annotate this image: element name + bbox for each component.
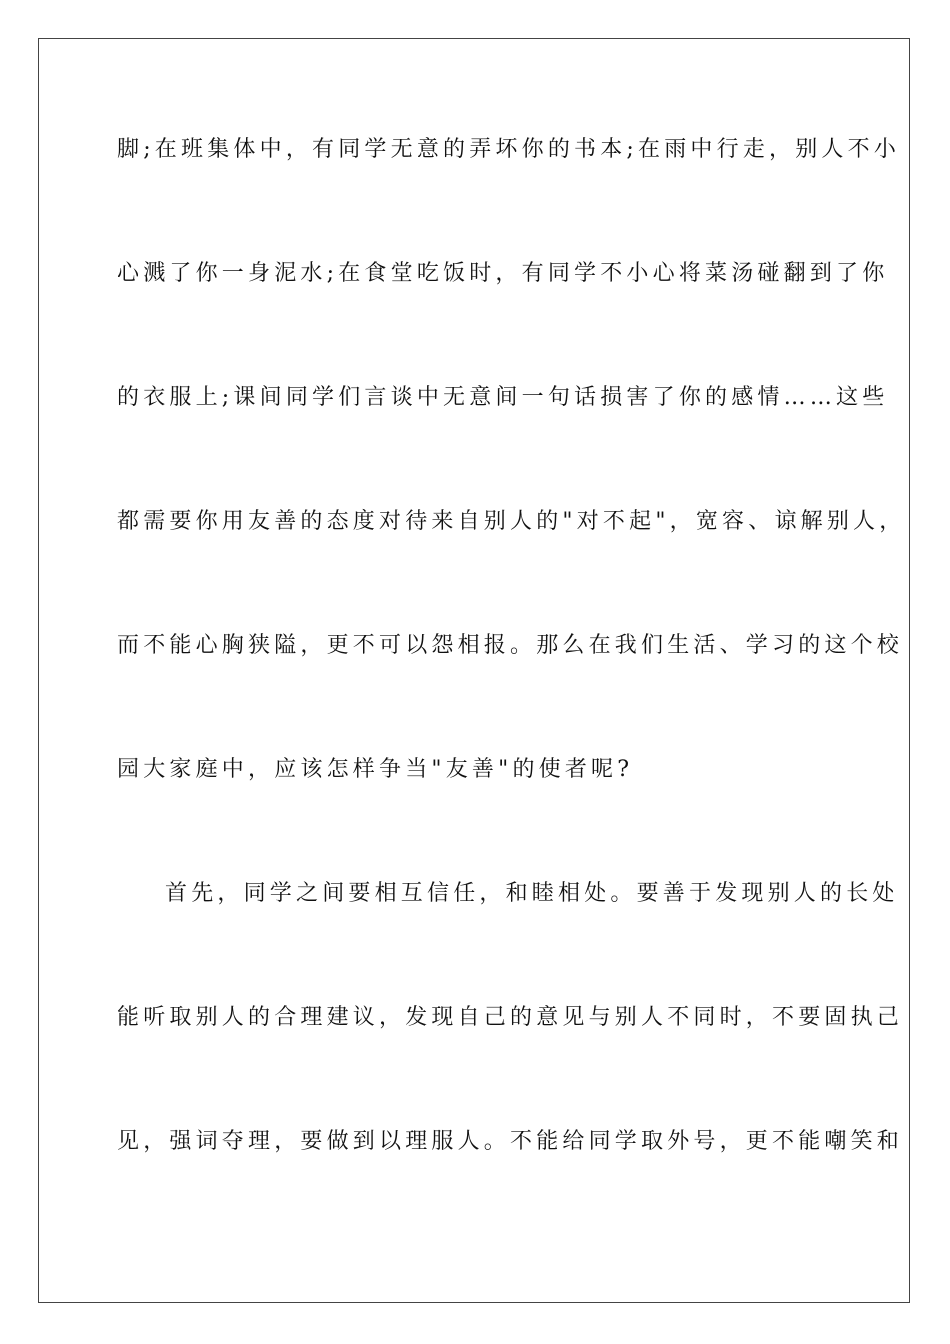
text-line-2: 心溅了你一身泥水;在食堂吃饭时，有同学不小心将菜汤碰翻到了你 <box>117 261 889 286</box>
text-line-6: 园大家庭中，应该怎样争当"友善"的使者呢? <box>117 757 634 782</box>
page-border <box>38 38 910 1303</box>
text-line-8: 能听取别人的合理建议，发现自己的意见与别人不同时，不要固执己 <box>117 1005 904 1030</box>
text-line-4: 都需要你用友善的态度对待来自别人的"对不起"，宽容、谅解别人， <box>117 509 906 534</box>
text-line-3: 的衣服上;课间同学们言谈中无意间一句话损害了你的感情……这些 <box>117 385 889 410</box>
text-line-1: 脚;在班集体中，有同学无意的弄坏你的书本;在雨中行走，别人不小 <box>117 137 901 162</box>
text-line-5: 而不能心胸狭隘，更不可以怨相报。那么在我们生活、学习的这个校 <box>117 633 904 658</box>
text-line-9: 见，强词夺理，要做到以理服人。不能给同学取外号，更不能嘲笑和 <box>117 1129 904 1154</box>
text-line-7-paragraph-start: 首先，同学之间要相互信任，和睦相处。要善于发现别人的长处 <box>165 881 899 906</box>
